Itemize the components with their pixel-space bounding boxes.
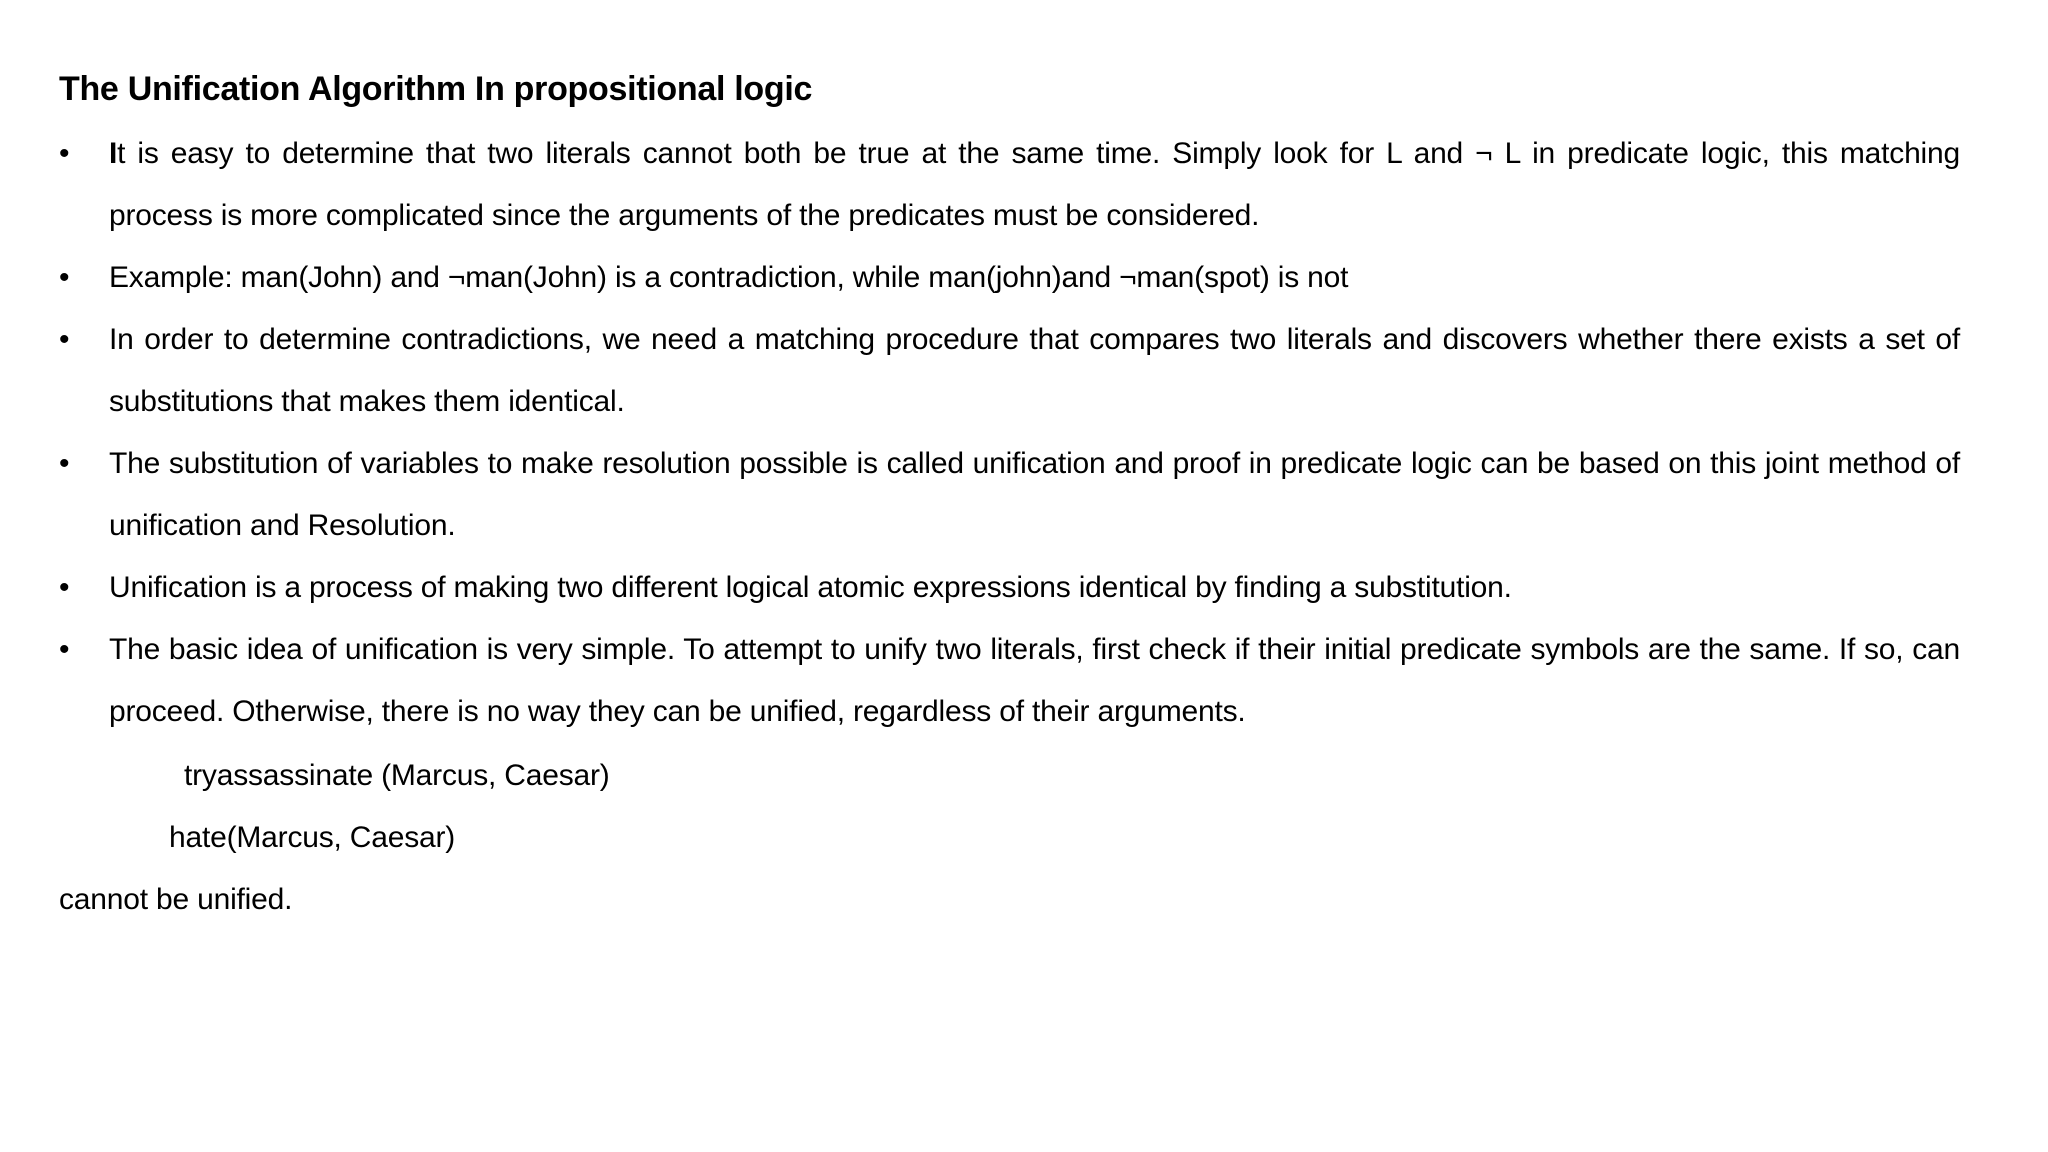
bullet-dot-icon: • xyxy=(59,571,70,604)
bullet-item xyxy=(59,123,1960,247)
example-predicate-line: tryassassinate (Marcus, Caesar) xyxy=(184,759,610,792)
bullet-text: Example: man(John) and ¬man(John) is a contradiction, while man(john)and ¬man(spot) is not xyxy=(109,261,1349,294)
bullet-lead-letter: I xyxy=(109,137,118,170)
bullet-item xyxy=(59,557,1960,619)
bullet-item xyxy=(59,619,1960,743)
conclusion-text: cannot be unified. xyxy=(59,883,293,916)
bullet-dot-icon: • xyxy=(59,261,70,294)
bullet-item xyxy=(59,309,1960,433)
bullet-dot-icon: • xyxy=(59,137,70,170)
bullet-dot-icon: • xyxy=(59,633,70,666)
bullet-text: The basic idea of unification is very simple. To attempt to unify two literals, first check if their initial predicate symbols are the same. If so, can proceed. Otherwise, there is no way they can be unified, regardless of their arguments. xyxy=(109,633,1960,728)
slide-title: The Unification Algorithm In propositional logic xyxy=(59,70,813,108)
bullet-item xyxy=(59,433,1960,557)
bullet-text: Unification is a process of making two different logical atomic expressions identical by finding a substitution. xyxy=(109,571,1512,604)
bullet-item xyxy=(59,247,1960,309)
bullet-dot-icon: • xyxy=(59,323,70,356)
bullet-dot-icon: • xyxy=(59,447,70,480)
bullet-list xyxy=(59,123,1960,743)
example-predicate-line: hate(Marcus, Caesar) xyxy=(169,821,456,854)
bullet-text: The substitution of variables to make resolution possible is called unification and proof in predicate logic can be based on this joint method of unification and Resolution. xyxy=(109,447,1960,542)
bullet-text: t is easy to determine that two literals cannot both be true at the same time. Simply look for L and ¬ L in predicate logic, this matching process is more complicated since the arguments of the predicates must be considered. xyxy=(109,137,1960,232)
bullet-text: In order to determine contradictions, we need a matching procedure that compares two literals and discovers whether there exists a set of substitutions that makes them identical. xyxy=(109,323,1960,418)
